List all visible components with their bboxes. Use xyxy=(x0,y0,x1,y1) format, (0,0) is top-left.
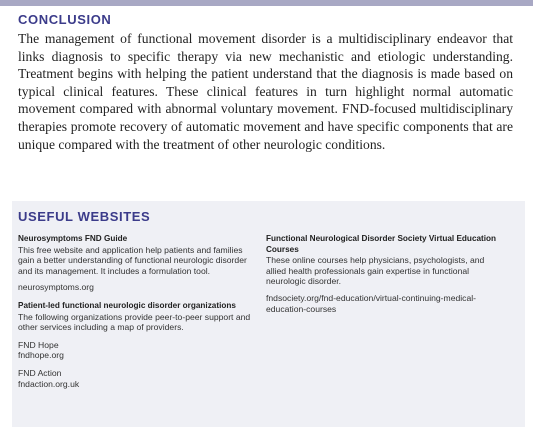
useful-websites-panel xyxy=(12,201,525,427)
website-link-neurosymptoms[interactable]: neurosymptoms.org xyxy=(18,282,94,293)
conclusion-heading: CONCLUSION xyxy=(18,12,112,27)
org-fnd-action xyxy=(18,368,254,389)
top-divider xyxy=(0,0,533,6)
website-title: Functional Neurological Disorder Society Virtual Education Courses xyxy=(266,234,497,254)
website-entry-fnd-society xyxy=(266,234,502,314)
website-title: Patient-led functional neurologic disorder organizations xyxy=(18,300,236,310)
website-title: Neurosymptoms FND Guide xyxy=(18,234,128,243)
conclusion-paragraph: The management of functional movement disorder is a multidisciplinary endeavor that links diagnosis to specific therapy via new mechanistic and etiologic understanding. Treatment begins with helping the patient understand that the diagnosis is made based on typical clinical features. These clinical features in turn highlight normal automatic movement compared with abnormal voluntary movement. FND-focused multidisciplinary therapies promote recovery of automatic movement and have specific components that are unique compared with the treatment of other neurologic conditions. xyxy=(18,31,513,152)
website-link-fndhope[interactable]: fndhope.org xyxy=(18,350,64,361)
org-name: FND Action xyxy=(18,367,62,378)
websites-right-column xyxy=(266,234,502,322)
org-name: FND Hope xyxy=(18,339,59,350)
useful-websites-heading: USEFUL WEBSITES xyxy=(18,209,151,224)
website-description: The following organizations provide peer-to-peer support and other services including a map of providers. xyxy=(18,311,251,333)
website-link-fndsociety[interactable]: fndsociety.org/fnd-education/virtual-continuing-medical-education-courses xyxy=(266,292,477,314)
website-entry-neurosymptoms xyxy=(18,234,254,293)
websites-left-column xyxy=(18,234,254,397)
org-fnd-hope xyxy=(18,340,254,361)
website-entry-patient-orgs xyxy=(18,301,254,389)
website-link-fndaction[interactable]: fndaction.org.uk xyxy=(18,378,80,389)
conclusion-section xyxy=(18,12,513,153)
website-description: These online courses help physicians, psychologists, and allied health professionals gain expertise in functional neurologic disorder. xyxy=(266,255,485,287)
website-description: This free website and application help patients and families gain a better understanding of functional neurologic disorder and its management. It includes a formulation tool. xyxy=(18,244,247,276)
